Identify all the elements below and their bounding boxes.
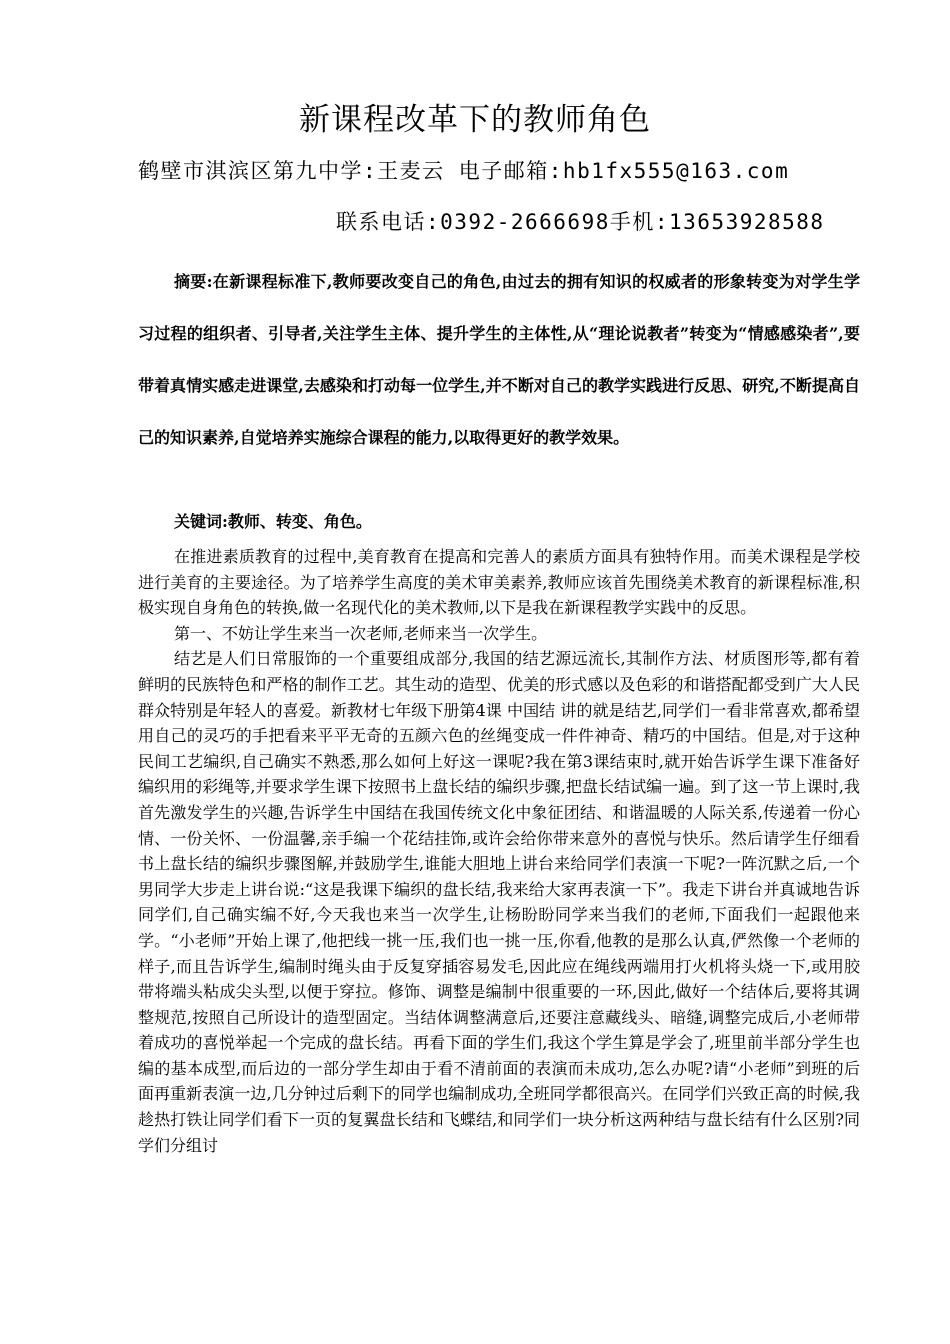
keywords: 关键词:教师、转变、角色。: [174, 512, 372, 531]
body-text: [138, 544, 860, 1158]
body-paragraph: 第一、不妨让学生来当一次老师,老师来当一次学生。: [174, 623, 548, 643]
contact-line: 联系电话:0392-2666698手机:13653928588: [336, 210, 825, 234]
abstract: 摘要:在新课程标准下,教师要改变自己的角色,由过去的拥有知识的权威者的形象转变为对学生学习过程的组织者、引导者,关注学生主体、提升学生的主体性,从“理论说教者”转变为“情感感染者”,要带着真情实感走进课堂,去感染和打动每一位学生,并不断对自己的教学实践进行反思、研究,不断提高自己的知识素养,自觉培养实施综合课程的能力,以取得更好的教学效果。: [138, 272, 860, 447]
body-paragraph: 在推进素质教育的过程中,美育教育在提高和完善人的素质方面具有独特作用。而美术课程是学校进行美育的主要途径。为了培养学生高度的美术审美素养,教师应该首先围绕美术教育的新课程标准,积极实现自身角色的转换,做一名现代化的美术教师,以下是我在新课程教学实践中的反思。: [138, 547, 860, 618]
body-paragraph: 结艺是人们日常服饰的一个重要组成部分,我国的结艺源远流长,其制作方法、材质图形等,都有着鲜明的民族特色和严格的制作工艺。其生动的造型、优美的形式感以及色彩的和谐搭配都受到广大人民群众特别是年轻人的喜爱。新教材七年级下册第4课 中国结 讲的就是结艺,同学们一看非常喜欢,都希望用自己的灵巧的手把看来平平无奇的五颜六色的丝绳变成一件件神奇、精巧的中国结。但是,对于这种民间工艺编织,自己确实不熟悉,那么如何上好这一课呢?我在第3课结束时,就开始告诉学生课下准备好编织用的彩绳等,并要求学生课下按照书上盘长结的编织步骤,把盘长结试编一遍。到了这一节上课时,我首先激发学生的兴趣,告诉学生中国结在我国传统文化中象征团结、和谐温暖的人际关系,传递着一份心情、一份关怀、一份温馨,亲手编一个花结挂饰,或许会给你带来意外的喜悦与快乐。然后请学生仔细看书上盘长结的编织步骤图解,并鼓励学生,谁能大胆地上讲台来给同学们表演一下呢?一阵沉默之后,一个男同学大步走上讲台说:“这是我课下编织的盘长结,我来给大家再表演一下”。我走下讲台并真诚地告诉同学们,自己确实编不好,今天我也来当一次学生,让杨盼盼同学来当我们的老师,下面我们一起跟他来学。“小老师”开始上课了,他把线一挑一压,我们也一挑一压,你看,他教的是那么认真,俨然像一个老师的样子,而且告诉学生,编制时绳头由于反复穿插容易发毛,因此应在绳线两端用打火机将头烧一下,或用胶带将端头粘成尖头型,以便于穿拉。修饰、调整是编制中很重要的一环,因此,做好一个结体后,要将其调整规范,按照自己所设计的造型固定。当结体调整满意后,还要注意藏线头、暗缝,调整完成后,小老师带着成功的喜悦举起一个完成的盘长结。再看下面的学生们,我这个学生算是学会了,班里前半部分学生也编的基本成型,而后边的一部分学生却由于看不清前面的表演而未成功,怎么办呢?请“小老师”到班的后面再重新表演一边,几分钟过后剩下的同学也编制成功,全班同学都很高兴。在同学们兴致正高的时候,我趁热打铁让同学们看下一页的复翼盘长结和飞蝶结,和同学们一块分析这两种结与盘长结有什么区别?同学们分组讨: [138, 649, 860, 1155]
author-line: 鹤壁市淇滨区第九中学:王麦云 电子邮箱:hb1fx555@163.com: [138, 159, 790, 183]
document-title: 新课程改革下的教师角色: [299, 102, 651, 138]
